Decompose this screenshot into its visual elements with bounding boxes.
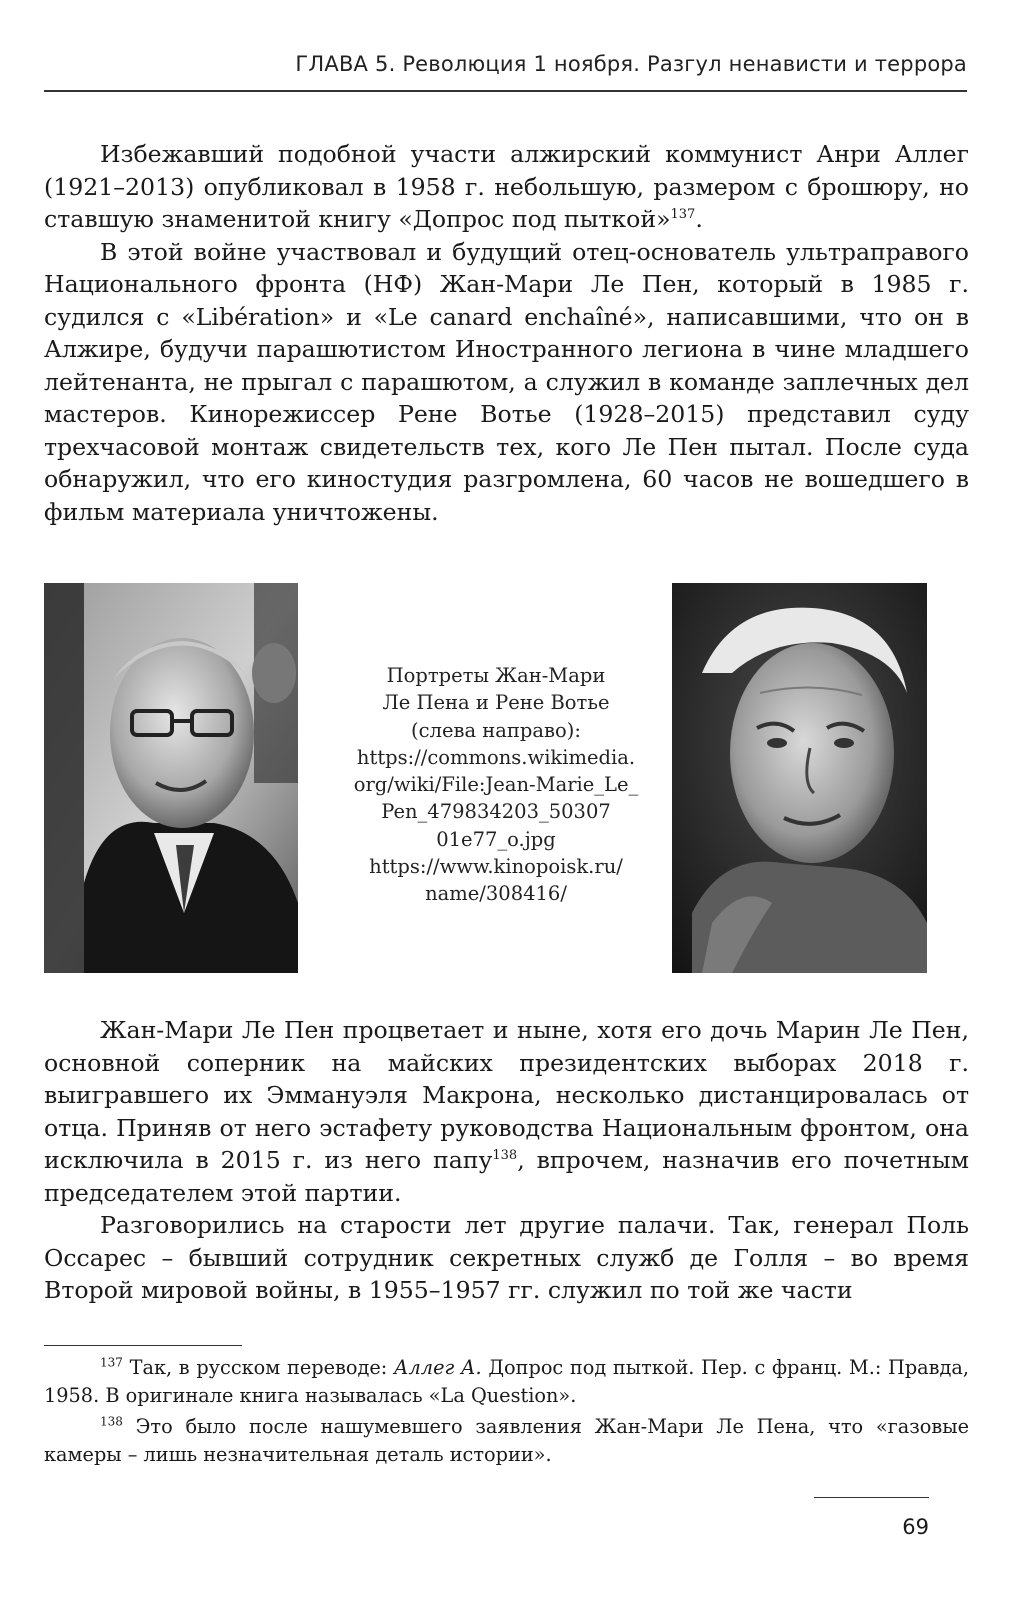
- page-number: 69: [902, 1515, 929, 1539]
- footnote-author: Аллег А.: [393, 1356, 482, 1379]
- running-header: ГЛАВА 5. Революция 1 ноября. Разгул ненависти и террора: [295, 52, 967, 76]
- caption-link-line: https://www.kinopoisk.ru/: [369, 855, 623, 879]
- caption-line: Ле Пена и Рене Вотье: [382, 691, 610, 715]
- footnote-number: 138: [100, 1414, 123, 1429]
- caption-link-line: org/wiki/File:Jean-Marie_Le_: [353, 773, 639, 797]
- paragraph-4: Разговорились на старости лет другие палачи. Так, генерал Поль Оссарес – бывший сотрудник секретных служб де Голля – во время Второй мировой войны, в 1955–1957 гг. служил по той же части: [44, 1211, 969, 1304]
- caption-link-line: 01e77_o.jpg: [436, 827, 556, 851]
- caption-line: (слева направо):: [411, 718, 581, 742]
- footnote-ref-137: 137: [670, 207, 696, 223]
- footnotes: [44, 1354, 969, 1472]
- footnote-137: $^{137}$ Так, в русском переводе: Аллег А. Допрос под пыткой. Пер. с франц. М.: Правда, 1958. В оригинале книга называлась «La Question».: [44, 1355, 970, 1407]
- page-number-rule: [814, 1497, 929, 1498]
- footnote-ref-138: 138: [492, 1148, 518, 1164]
- paragraph-2: В этой войне участвовал и будущий отец-основатель ультраправого Национального фронта (НФ) Жан-Мари Ле Пен, который в 1985 г. судился с «Libération» и «Le canard enchaîné», написавшими, что он в Алжире, будучи парашютистом Иностранного легиона в чине младшего лейтенанта, не прыгал с парашютом, а служил в команде заплечных дел мастеров. Кинорежиссер Рене Вотье (1928–2015) представил суду трехчасовой монтаж свидетельств тех, кого Ле Пен пытал. После суда обнаружил, что его киностудия разгромлена, 60 часов не вошедшего в фильм материала уничтожены.: [44, 237, 969, 526]
- header-rule: [44, 90, 967, 92]
- caption-link-line: name/308416/: [425, 882, 567, 906]
- body-text-bottom: [44, 1014, 969, 1307]
- body-text-top: [44, 138, 969, 528]
- footnote-rule: [44, 1345, 242, 1346]
- footnote-138: $^{138}$ Это было после нашумевшего заявления Жан-Мари Ле Пена, что «газовые камеры – лишь незначительная деталь истории».: [44, 1414, 969, 1466]
- portrait-vautier: [672, 583, 927, 973]
- caption-line: Портреты Жан-Мари: [386, 664, 606, 687]
- caption-link-line: https://commons.wikimedia.: [356, 745, 636, 769]
- footnote-number: 137: [100, 1355, 123, 1370]
- caption-link-line: Pen_479834203_50307: [381, 800, 611, 824]
- portrait-le-pen: [44, 583, 298, 973]
- paragraph-1: Избежавший подобной участи алжирский коммунист Анри Аллег (1921–2013) опубликовал в 1958 г. небольшую, размером с брошюру, но ставшую знаменитой книгу «Допрос под пыткой»$^{137}$.: [44, 140, 969, 233]
- paragraph-3: Жан-Мари Ле Пен процветает и ныне, хотя его дочь Марин Ле Пен, основной соперник на майских президентских выборах 2018 г. выигравшего их Эммануэля Макрона, несколько дистанцировалась от отца. Приняв от него эстафету руководства Национальным фронтом, она исключила в 2015 г. из него папу$^{138}$, впрочем, назначив его почетным председателем этой партии.: [44, 1016, 970, 1207]
- figure-caption: [313, 662, 679, 908]
